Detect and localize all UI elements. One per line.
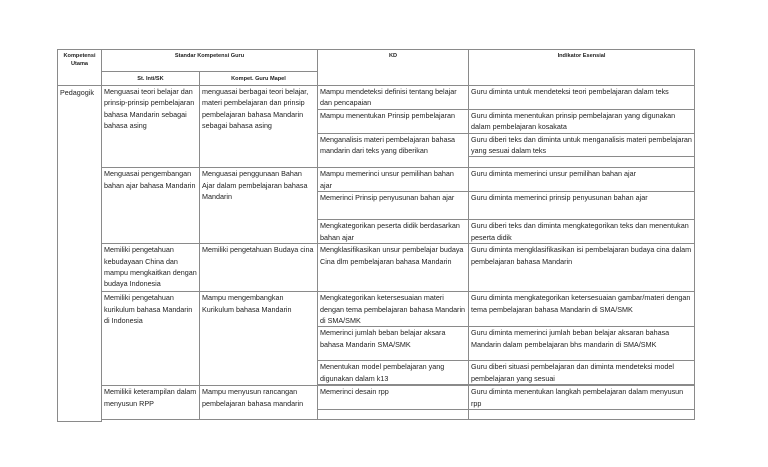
indikator-cell: Guru diberi teks dan diminta untuk menganalisis materi pembelajaran yang sesuai dalam teks: [469, 133, 695, 157]
st-inti-cell: Memilikii keterampilan dalam menyusun RPP: [102, 386, 200, 420]
kd-cell: Mampu memerinci unsur pemilihan bahan ajar: [318, 168, 469, 192]
table-row: [58, 386, 695, 410]
indikator-cell-empty: [469, 157, 695, 168]
kd-cell: Menganalisis materi pembelajaran bahasa mandarin dari teks yang diberikan: [318, 133, 469, 168]
table-row: [58, 86, 695, 110]
kompetensi-utama-cell: Pedagogik: [58, 86, 102, 422]
indikator-cell: Guru diminta menentukan prinsip pembelajaran yang digunakan dalam pembelajaran kosakata: [469, 109, 695, 133]
kd-cell: Memerinci Prinsip penyusunan bahan ajar: [318, 192, 469, 220]
indikator-cell: Guru diminta untuk mendeteksi teori pembelajaran dalam teks: [469, 86, 695, 110]
header-indikator: Indikator Esensial: [469, 50, 695, 86]
indikator-cell: Guru diberi teks dan diminta mengkategorikan teks dan menentukan peserta didik: [469, 220, 695, 244]
table-row: [58, 244, 695, 292]
subheader-kompet-guru: Kompet. Guru Mapel: [200, 72, 318, 86]
table-row-spacer: [58, 421, 695, 422]
kd-cell: Mengkategorikan peserta didik berdasarkan bahan ajar: [318, 220, 469, 244]
kd-cell: Memerinci desain rpp: [318, 386, 469, 410]
st-inti-cell: Memiliki pengetahuan kurikulum bahasa Mandarin di Indonesia: [102, 292, 200, 386]
st-inti-cell: Menguasai teori belajar dan prinsip-prinsip pembelajaran bahasa Mandarin sebagai bahasa asing: [102, 86, 200, 168]
header-row: [58, 50, 695, 72]
table-row: [58, 168, 695, 192]
kd-cell: Memerinci jumlah beban belajar aksara bahasa Mandarin SMA/SMK: [318, 327, 469, 361]
kd-cell: Menentukan model pembelajaran yang digunakan dalam k13: [318, 361, 469, 385]
competency-table-sheet: [57, 49, 694, 422]
kompet-guru-cell-empty: [200, 421, 318, 422]
kd-cell: Mengklasifikasikan unsur pembelajar budaya Cina dlm pembelajaran bahasa Mandarin: [318, 244, 469, 292]
indikator-cell-empty: [469, 410, 695, 420]
kompet-guru-cell: Mampu mengembangkan Kurikulum bahasa Mandarin: [200, 292, 318, 386]
indikator-cell: Guru diminta memerinci jumlah beban belajar aksaran bahasa Mandarin dalam pembelajaran bhs mandarin di SMA/SMK: [469, 327, 695, 361]
kd-cell: Mampu menentukan Prinsip pembelajaran: [318, 109, 469, 133]
kd-cell-empty: [318, 410, 469, 420]
competency-table: [57, 49, 695, 422]
header-standar-kompetensi: Standar Kompetensi Guru: [102, 50, 318, 72]
indikator-cell: Guru diminta menentukan langkah pembelajaran dalam menyusun rpp: [469, 386, 695, 410]
kd-cell: Mengkategorikan ketersesuaian materi dengan tema pembelajaran bahasa Mandarin di SMA/SMK: [318, 292, 469, 327]
st-inti-cell: Menguasai pengembangan bahan ajar bahasa Mandarin: [102, 168, 200, 244]
header-kd: KD: [318, 50, 469, 86]
indikator-cell: Guru diminta memerinci prinsip penyusunan bahan ajar: [469, 192, 695, 220]
kompet-guru-cell: menguasai berbagai teori belajar, materi pembelajaran dan prinsip pembelajaran bahasa Mandarin sebagai bahasa asing: [200, 86, 318, 168]
indikator-cell: Guru diminta mengklasifikasikan isi pembelajaran budaya cina dalam pembelajaran bahasa Mandarin: [469, 244, 695, 292]
header-kompetensi-utama: Kompetensi Utama: [58, 50, 102, 86]
kompet-guru-cell: Menguasai penggunaan Bahan Ajar dalam pembelajaran bahasa Mandarin: [200, 168, 318, 244]
indikator-cell: Guru diminta mengkategorikan ketersesuaian gambar/materi dengan tema pembelajaran bahasa Mandarin di SMA/SMK: [469, 292, 695, 327]
kompet-guru-cell: Memiliki pengetahuan Budaya cina: [200, 244, 318, 292]
indikator-cell: Guru diminta memerinci unsur pemilihan bahan ajar: [469, 168, 695, 192]
subheader-st-inti: St. Inti/SK: [102, 72, 200, 86]
kompet-guru-cell: Mampu menyusun rancangan pembelajaran bahasa mandarin: [200, 386, 318, 420]
kd-cell-empty: [318, 421, 469, 422]
indikator-cell: Guru diberi situasi pembelajaran dan diminta mendeteksi model pembelajaran yang sesuai: [469, 361, 695, 385]
table-row: [58, 292, 695, 327]
st-inti-cell: Memiliki pengetahuan kebudayaan China dan mampu mengkaitkan dengan budaya Indonesia: [102, 244, 200, 292]
kd-cell: Mampu mendeteksi definisi tentang belajar dan pencapaian: [318, 86, 469, 110]
st-inti-cell-empty: [102, 421, 200, 422]
indikator-cell-empty: [469, 421, 695, 422]
